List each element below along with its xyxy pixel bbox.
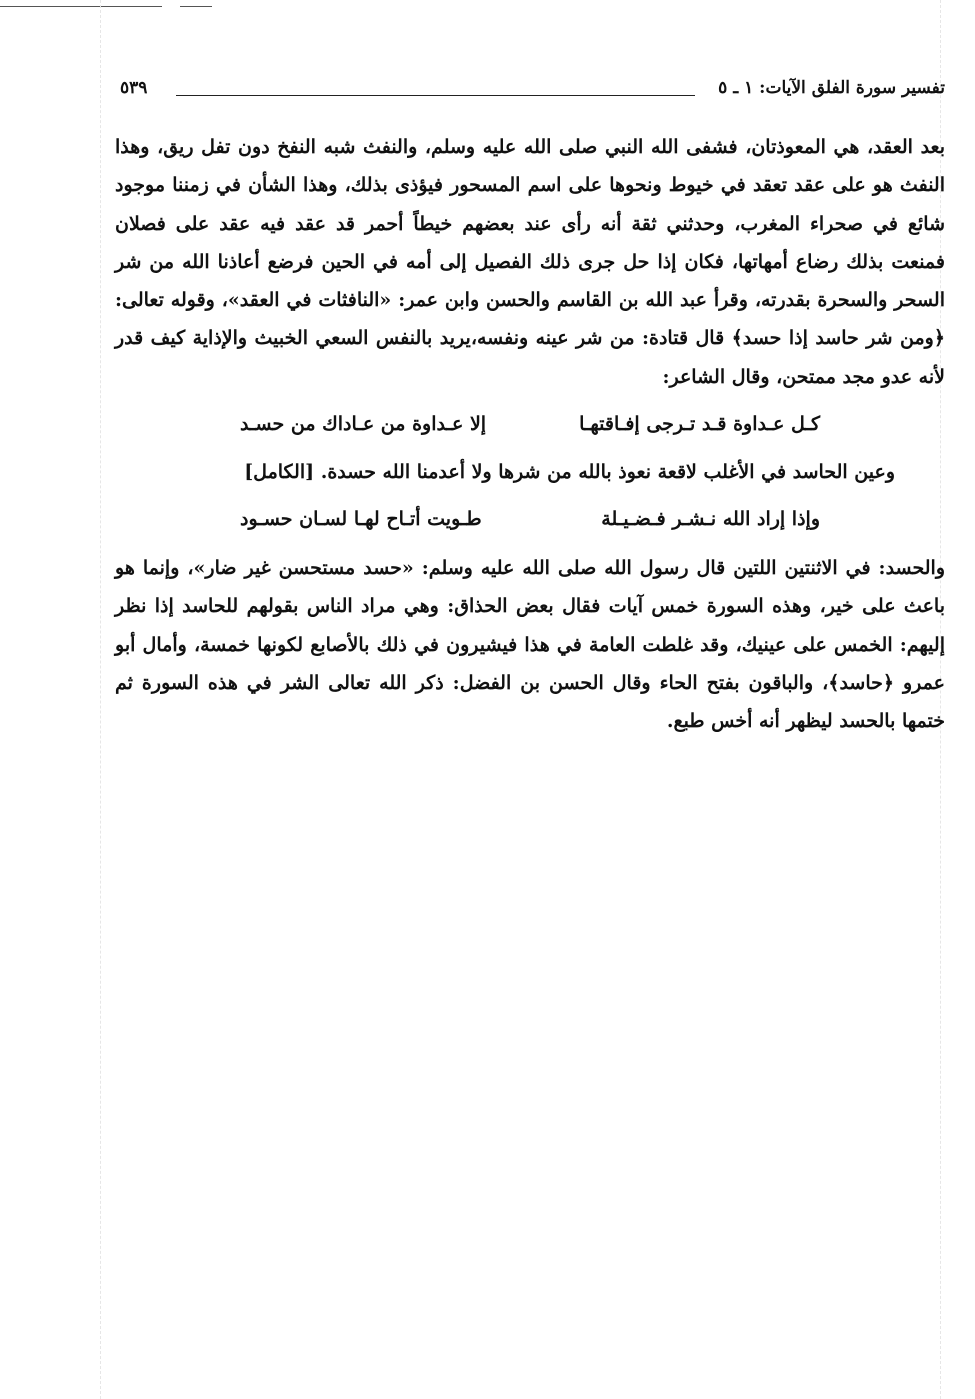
- scan-edge-line-1: [0, 6, 162, 7]
- verse-line-2: [240, 508, 820, 548]
- verse-2-first-hemistich: وإذا إراد الله نـشـر فـضـيـلة: [601, 508, 820, 530]
- page-header: [120, 78, 945, 108]
- verse-note: وعين الحاسد في الأغلب لاقعة نعوذ بالله من شرها ولا أعدمنا الله حسدة. [الكامل]: [244, 461, 895, 483]
- verse-1-second-hemistich: إلا عـداوة من عـاداك من حسـد: [240, 413, 487, 435]
- verse-1-first-hemistich: كـل عـداوة قـد تـرجى إفـاقتهـا: [579, 413, 820, 435]
- paragraph-2: والحسد: في الاثنتين اللتين قال رسول الله صلى الله عليه وسلم: «حسد مستحسن غير ضار»، وإنما هو باعث على خير، وهذه السورة خمس آيات فقال بعض الحذاق: وهي مراد الناس بقولهم للحاسد إذا نظر إليهم: الخمس على عينيك، وقد غلطت العامة في هذا فيشيرون في ذلك بالأصابع لكونها خمسة، وأمال أبو عمرو ﴿حاسد﴾، والباقون بفتح الحاء وقال الحسن بن الفضل: ذكر الله تعالى الشر في هذه السورة ثم ختمها بالحسد ليظهر أنه أخس طبع.: [115, 557, 945, 733]
- page-number: ٥٣٩: [120, 78, 148, 98]
- binding-guide-left: [100, 0, 101, 1399]
- scan-edge-line-2: [180, 6, 212, 7]
- verse-2-second-hemistich: طـويت أتـاح لهـا لسـان حسـود: [240, 508, 482, 530]
- verse-line-1: [240, 413, 820, 453]
- running-title: تفسير سورة الفلق الآيات: ١ ـ ٥: [718, 78, 945, 98]
- header-rule: [176, 95, 695, 96]
- paragraph-1: بعد العقد، هي المعوذتان، فشفى الله النبي صلى الله عليه وسلم، والنفث شبه النفخ دون تفل ريق، وهذا النفث هو على عقد تعقد في خيوط ونحوها على اسم المسحور فيؤذى بذلك، وهذا الشأن في زمننا موجود شائع في صحراء المغرب، وحدثني ثقة أنه رأى عند بعضهم خيطاً أحمر قد عقد فيه عقد على فصلان فمنعت بذلك رضاع أمهاتها، فكان إذا حل جرى ذلك الفصيل إلى أمه في الحين فرضع أعاذنا الله من شر السحر والسحرة بقدرته، وقرأ عبد الله بن القاسم والحسن وابن عمر: «النافثات في العقد»، وقوله تعالى: ﴿ومن شر حاسد إذا حسد﴾ قال قتادة: من شر عينه ونفسه،يريد بالنفس السعي الخبيث والإذاية كيف قدر لأنه عدو مجد ممتحن، وقال الشاعر:: [115, 136, 945, 388]
